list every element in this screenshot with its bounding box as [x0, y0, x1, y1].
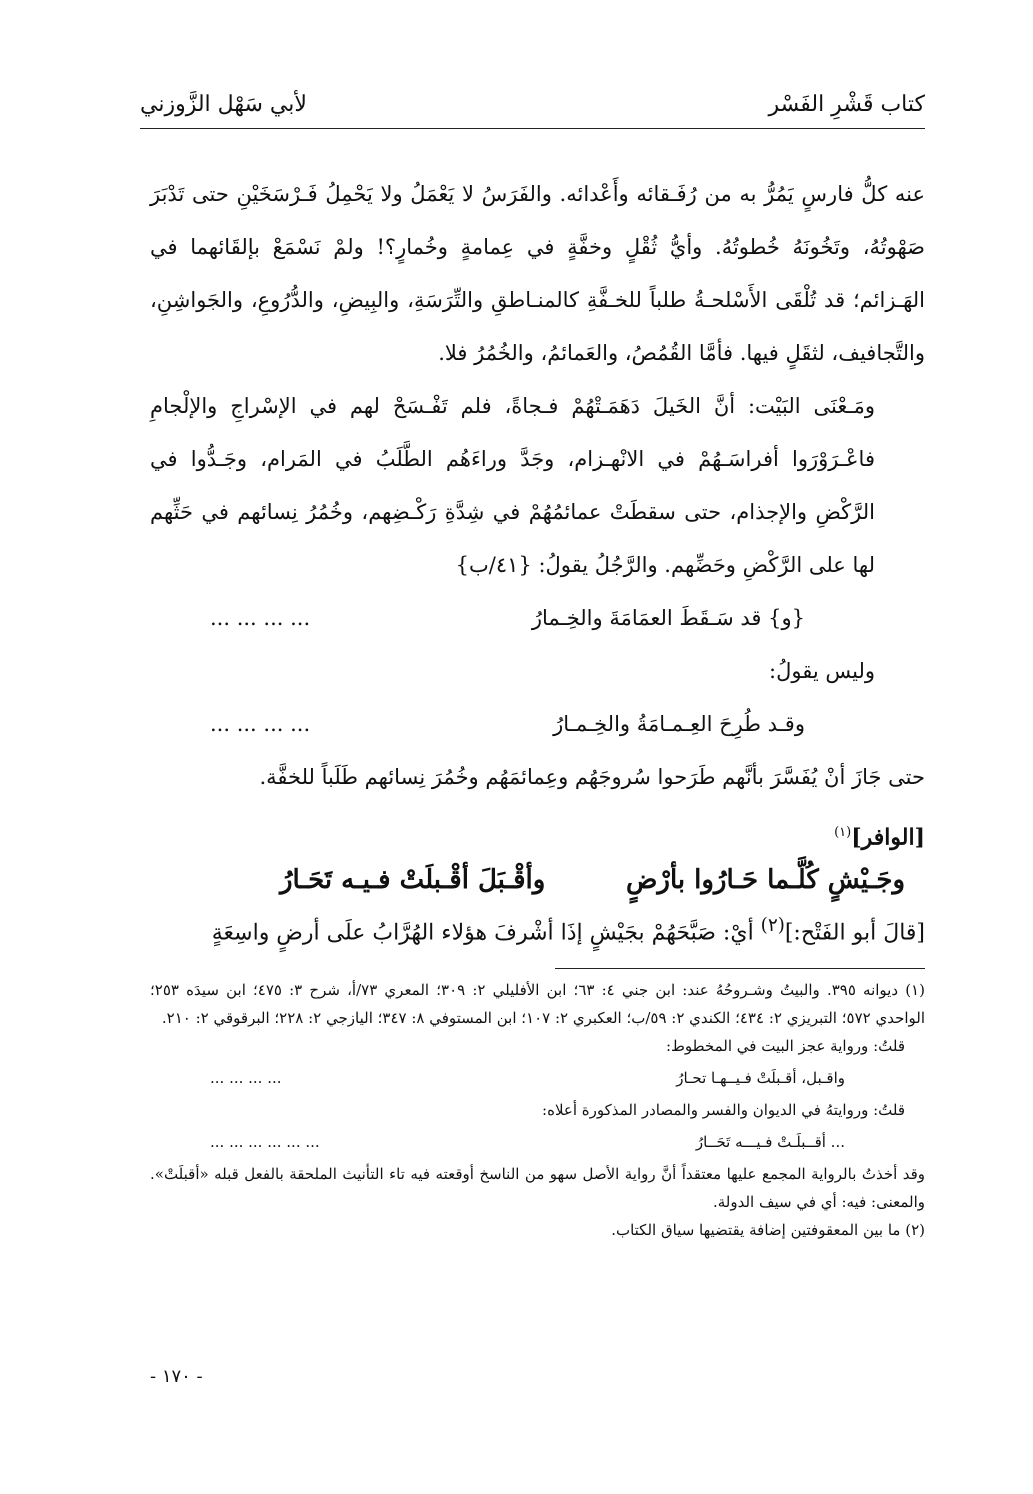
verse-1-second-half: ... ... ... ... [210, 606, 311, 630]
footnote-verse-2-text: ... أقــبلَـتْ فـيـــه تَحَــارُ [695, 1133, 845, 1151]
verse-2 [210, 698, 805, 751]
abu-al-fath-label: [قالَ أبو الفَتْح:] [784, 920, 925, 946]
meter-label [150, 816, 925, 854]
footnote-verse-1 [210, 1064, 845, 1092]
verse-1 [210, 592, 805, 645]
verse-section [150, 816, 925, 958]
footnote-verse-2-ellipsis: ... ... ... ... ... ... [210, 1133, 320, 1151]
footnote-1: (١) ديوانه ٣٩٥. والبيتُ وشـروحُهُ عند: ابن جني ٤: ٦٣؛ ابن الأفليلي ٢: ٣٠٩؛ المعري ٧٣/أ، شرح ٣: ٤٧٥؛ ابن سيدَه ٢٥٣؛ الواحدي ٥٧٢؛ التبريزي ٢: ٤٣٤؛ الكندي ٢: ٥٩/ب؛ العكبري ٢: ١٠٧؛ ابن المستوفي ٨: ٣٤٧؛ اليازجي ٢: ٢٢٨؛ البرقوقي ٢: ٢١٠. [150, 981, 925, 1027]
paragraph-1: عنه كلُّ فارسٍ يَمُرُّ به من رُفَـقائه وأَعْدائه. والفَرَسُ لا يَعْمَلُ ولا يَحْمِلُ فَـرْسَخَيْنِ حتى تَدْبَرَ صَهْوتُهُ، وتَخُونَهُ خُطوتُهُ. وأيُّ ثُقْلٍ وخفَّةٍ في عِمامةٍ وخُمارٍ؟! ولمْ نَسْمَعْ بإلقَائهما في الهَـزائم؛ قد تُلْقَى الأَسْلحـةُ طلباً للخـفَّةِ كالمنـاطقِ والتِّرَسَةِ، والبِيضِ، والدُّرُوعِ، والجَواشِنِ، والتَّجافيف، لثقَلٍ فيها. فأمَّا القُمُصُ، والعَمائمُ، والخُمُرُ فلا. [150, 182, 925, 365]
header-divider [140, 128, 925, 129]
author-name: لأبي سَهْل الزَّوزني [140, 92, 307, 117]
qultu-2: قلتُ: وروايتهُ في الديوان والفسر والمصادر المذكورة أعلاه: [542, 1101, 905, 1119]
verse-1-first-half: {و} قد سَـقَطَ العمَامَةَ والخِـمارُ [531, 606, 805, 630]
main-verse-first-half: وجَـيْشٍ كُلَّـما حَـارُوا بأرْضٍ [625, 865, 905, 896]
footnote-note: وقد أخذتُ بالرواية المجمع عليها معتقداً أنَّ رواية الأصل سهو من الناسخ أوقعته فيه تاء التأنيث الملحقة بالفعل قبله «أقبلَتْ». والمعنى: فيه: أي في سيف الدولة. [150, 1165, 925, 1211]
footnote-divider [555, 968, 925, 969]
footnote-ref-1: (١) [834, 825, 852, 840]
page-number: - ١٧٠ - [150, 1366, 203, 1387]
paragraph-2: ومَـعْنَى البَيْت: أنَّ الخَيلَ دَهَمَـتْهُمْ فـجاةً، فلم تَفْـسَحْ لهم في الإسْراجِ والإلْجامِ فاعْـرَوْرَوا أفراسَـهُمْ في الانْهـزام، وجَدَّ وراءَهُم الطَّلَبُ في المَرام، وجَـدُّوا في الرَّكْضِ والإجذام، حتى سقطَتْ عمائمُهُمْ في شِدَّةِ رَكْـضِهم، وخُمُرُ نِسائهم في حَثِّهم لها على الرَّكْضِ وحَضِّهم. والرَّجُلُ يقولُ: {٤١/ب} [150, 394, 875, 577]
meter-name: [الوافر] [851, 824, 925, 851]
footnote-verse-2 [210, 1128, 845, 1156]
running-header [140, 86, 925, 126]
verse-2-second-half: ... ... ... ... [210, 712, 311, 736]
main-text [150, 168, 925, 804]
commentary-text: أيْ: صَبَّحَهُمْ بجَيْشٍ إذَا أشْرفَ هؤلاء الهُرَّابُ علَى أرضٍ واسِعَةٍ [211, 920, 761, 946]
footnote-verse-1-text: واقـبل، أقـبلَتْ فـيــهـا تحـارُ [676, 1069, 845, 1087]
laysa-yaqul: وليس يقولُ: [769, 659, 875, 683]
footnote-ref-2: (٢) [760, 915, 785, 937]
main-verse-second-half: وأقْـبَلَ أقْـبلَتْ فـيـه تَحَـارُ [280, 865, 546, 896]
verse-2-first-half: وقـد طُرِحَ العِـمـامَةُ والخِـمـارُ [553, 712, 805, 736]
main-verse [280, 858, 905, 902]
paragraph-3: حتى جَازَ أنْ يُفَسَّرَ بأنَّهم طَرَحوا سُروجَهُم وعِمائمَهُم وخُمُرَ نِسائهم طَلَباً للخفَّة. [259, 765, 925, 789]
book-title: كتاب قَشْرِ الفَسْر [768, 92, 925, 117]
footnote-verse-1-ellipsis: ... ... ... ... [210, 1069, 282, 1087]
qultu-1: قلتُ: ورواية عجز البيت في المخطوط: [665, 1037, 905, 1055]
commentary-line [150, 902, 925, 957]
footnote-2: (٢) ما بين المعقوفتين إضافة يقتضيها سياق الكتاب. [611, 1221, 925, 1239]
footnotes [150, 976, 925, 1244]
